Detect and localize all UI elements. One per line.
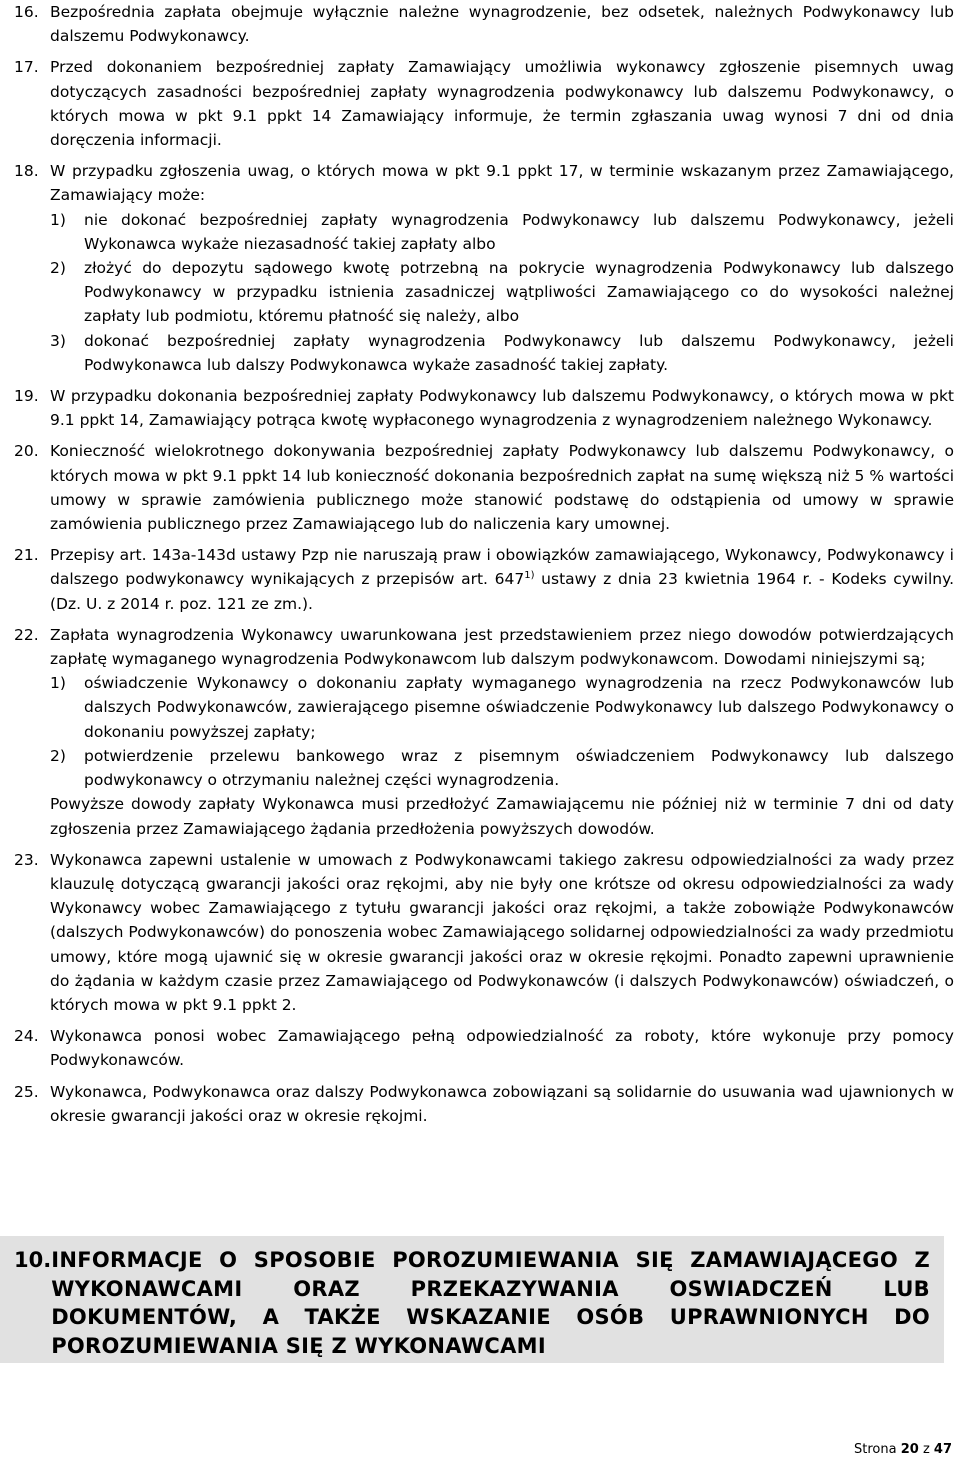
sub-item-text: oświadczenie Wykonawcy o dokonaniu zapłaty wymaganego wynagrodzenia na rzecz Podwykonawców lub dalszych Podwykonawców, zawierającego pisemne oświadczenie Podwykonawcy lub dalszego Podwykonawcy o dokonaniu powyższej zapłaty; [84,674,954,741]
page-footer [854,1442,952,1457]
list-item [14,623,954,841]
item-text: Konieczność wielokrotnego dokonywania bezpośredniej zapłaty Podwykonawcy lub dalszemu Podwykonawcy, o których mowa w pkt 9.1 ppkt 14 lub konieczność dokonania bezpośrednich zapłat na sumę większą niż 5 % wartości umowy w sprawie zamówienia publicznego może stanowić podstawę do odstąpienia od umowy w sprawie zamówienia publicznego przez Zamawiającego lub do naliczenia kary umownej. [50,442,955,534]
sub-item-text: dokonać bezpośredniej zapłaty wynagrodzenia Podwykonawcy lub dalszemu Podwykonawcy, jeżeli Podwykonawca lub dalszy Podwykonawca wykaże zasadność takiej zapłaty. [84,331,954,374]
section-heading-band [0,1236,944,1363]
item-number: 18. [14,162,39,181]
list-item [14,439,954,536]
footnote-ref: 1) [524,570,535,582]
item-number: 24. [14,1027,39,1046]
item-text: W przypadku zgłoszenia uwag, o których mowa w pkt 9.1 ppkt 17, w terminie wskazanym przez Zamawiającego, Zamawiający może: [50,162,954,205]
item-text-part: Przepisy art. 143a-143d ustawy Pzp nie naruszają praw i obowiązków zamawiającego, Wykonawcy, Podwykonawcy i dalszego podwykonawcy wynikających z przepisów art. 647 [50,546,954,589]
list-item [14,1024,954,1072]
item-number: 19. [14,387,39,406]
sub-item [50,744,954,792]
item-number: 25. [14,1082,39,1101]
item-text: Przed dokonaniem bezpośredniej zapłaty Zamawiający umożliwia wykonawcy zgłoszenie pisemnych uwag dotyczących zasadności bezpośredniej zapłaty wynagrodzenia podwykonawcy lub dalszemu Podwykonawcy, o których mowa w pkt 9.1 ppkt 14 Zamawiający informuje, że termin zgłaszania uwag wynosi 7 dni od dnia doręczenia informacji. [50,58,954,150]
item-text: Bezpośrednia zapłata obejmuje wyłącznie należne wynagrodzenie, bez odsetek, należnych Podwykonawcy lub dalszemu Podwykonawcy. [50,3,954,46]
sub-item-number: 2) [50,259,66,278]
list-item [14,543,954,616]
item-number: 21. [14,546,39,565]
sub-item [50,256,954,329]
list-item [14,159,954,377]
item-text: Wykonawca ponosi wobec Zamawiającego pełną odpowiedzialność za roboty, które wykonuje przy pomocy Podwykonawców. [50,1027,954,1070]
sub-item [50,671,954,744]
page-number: 20 [900,1442,919,1457]
item-number: 23. [14,850,39,869]
list-item [14,0,954,48]
list-item [14,848,954,1017]
item-text: W przypadku dokonania bezpośredniej zapłaty Podwykonawcy lub dalszemu Podwykonawcy, o których mowa w pkt 9.1 ppkt 14, Zamawiający potrąca kwotę wypłaconego wynagrodzenia z wynagrodzeniem należnego Wykonawcy. [50,387,954,430]
list-item [14,55,954,152]
item-text: Zapłata wynagrodzenia Wykonawcy uwarunkowana jest przedstawieniem przez niego dowodów potwierdzających zapłatę wymaganego wynagrodzenia Podwykonawcom lub dalszym podwykonawcom. Dowodami niniejszymi są; [50,625,954,669]
item-text [50,543,954,616]
item-text-part: ustawy z dnia 23 kwietnia 1964 r. - Kodeks cywilny. (Dz. U. z 2014 r. poz. 121 ze zm.). [50,570,954,613]
sub-item-number: 3) [50,331,66,350]
sub-item-text: potwierdzenie przelewu bankowego wraz z pisemnym oświadczeniem Podwykonawcy lub dalszego podwykonawcy o otrzymaniu należnej części wynagrodzenia. [84,746,954,790]
sub-item [50,329,954,377]
list-item [14,384,954,432]
page-total: 47 [933,1442,952,1457]
sub-item-number: 1) [50,674,66,693]
page-of-label: z [922,1442,930,1457]
document-body [14,0,954,1135]
section-number: 10. [14,1248,52,1272]
item-number: 17. [14,58,39,77]
list-item [14,1080,954,1128]
sub-item-text: złożyć do depozytu sądowego kwotę potrzebną na pokrycie wynagrodzenia Podwykonawcy lub dalszego Podwykonawcy w przypadku istnienia zasadniczej wątpliwości Zamawiającego co do wysokości należnej zapłaty lub podmiotu, któremu płatność się należy, albo [84,259,954,326]
sub-item-text: nie dokonać bezpośredniej zapłaty wynagrodzenia Podwykonawcy lub dalszemu Podwykonawcy, jeżeli Wykonawca wykaże niezasadność takiej zapłaty albo [84,210,954,253]
item-text: Powyższe dowody zapłaty Wykonawca musi przedłożyć Zamawiającemu nie później niż w terminie 7 dni od daty zgłoszenia przez Zamawiającego żądania przedłożenia powyższych dowodów. [50,795,954,838]
section-title: INFORMACJE O SPOSOBIE POROZUMIEWANIA SIĘ ZAMAWIAJĄCEGO Z WYKONAWCAMI ORAZ PRZEKAZYWANIA OSWIADCZEŃ LUB DOKUMENTÓW, A TAKŻE WSKAZANIE OSÓB UPRAWNIONYCH DO POROZUMIEWANIA SIĘ Z WYKONAWCAMI [51,1248,930,1358]
item-number: 22. [14,625,39,644]
sub-item [50,208,954,256]
item-text: Wykonawca, Podwykonawca oraz dalszy Podwykonawca zobowiązani są solidarnie do usuwania wad ujawnionych w okresie gwarancji jakości oraz w okresie rękojmi. [50,1082,954,1125]
sub-item-number: 1) [50,210,66,229]
item-number: 20. [14,442,39,461]
page-label: Strona [853,1442,897,1457]
item-text: Wykonawca zapewni ustalenie w umowach z Podwykonawcami takiego zakresu odpowiedzialności za wady przez klauzulę dotyczącą gwarancji jakości oraz rękojmi, aby nie były one krótsze od okresu odpowiedzialności za wady Wykonawcy wobec Zamawiającego z tytułu gwarancji jakości oraz rękojmi, a także zobowiąże Podwykonawców (dalszych Podwykonawców) do ponoszenia wobec Zamawiającego solidarnej odpowiedzialności za wady przedmiotu umowy, które mogą ujawnić się w okresie gwarancji jakości oraz w okresie rękojmi. Ponadto zapewni uprawnienie do żądania w każdym czasie przez Zamawiającego od Podwykonawców (i dalszych Podwykonawców) oświadczeń, o których mowa w pkt 9.1 ppkt 2. [50,850,954,1014]
item-number: 16. [14,3,39,21]
sub-item-number: 2) [50,746,66,765]
